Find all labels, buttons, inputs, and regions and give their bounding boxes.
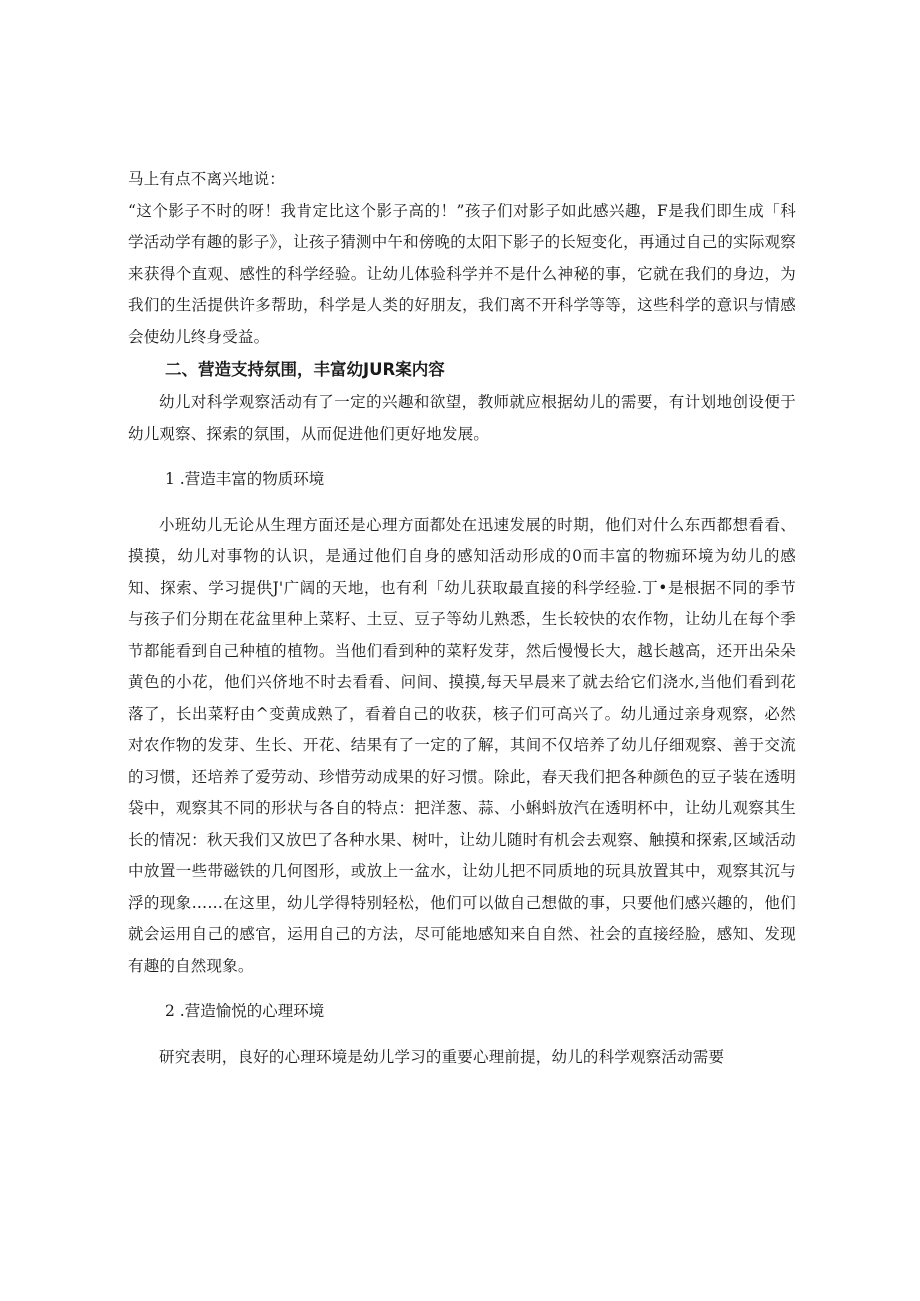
subsection-heading: 2 .营造愉悦的心理环境 — [165, 1002, 325, 1020]
document-body — [128, 164, 796, 1073]
paragraph: 小班幼儿无论从生理方面还是心理方面都处在迅速发展的时期，他们对什么东西都想看看、摸摸，幼儿对事物的认识，是通过他们自身的感知活动形成的0而丰富的物痂环境为幼儿的感知、探索、学习提供J'广阔的天地，也有利「幼儿获取最直接的科学经验.丁•是根据不同的季节与孩子们分期在花盆里种上菜籽、土豆、豆子等幼儿熟悉，生长较快的农作物，让幼儿在每个季节都能看到自己种植的植物。当他们看到种的菜籽发芽，然后慢慢长大，越长越高，还开出朵朵黄色的小花，他们兴侪地不时去看看、问间、摸摸,每天早晨来了就去给它们浇水,当他们看到花落了，长出菜籽由^变黄成熟了，看着自己的收获，核子们可高兴了。幼儿通过亲身观察，必然对农作物的发芽、生长、开花、结果有了一定的了解，其间不仅培养了幼儿仔细观察、善于交流的习惯，还培养了爱劳动、珍惜劳动成果的好习惯。除此，春天我们把各种颜色的豆子装在透明袋中，观察其不同的形状与各自的特点：把洋葱、蒜、小蝌蚪放汽在透明杯中，让幼儿观察其生长的情况：秋天我们又放巴了各种水果、树叶，让幼儿随时有机会去观察、触摸和探索,区域活动中放置一些带磁铁的几何图形，或放上一盆水，让幼儿把不同质地的玩具放置其中，观察其沉与浮的现象……在这里，幼儿学得特别轻松，他们可以做自己想做的事，只要他们感兴趣的，他们就会运用自己的感官，运用自己的方法，尽可能地感知来自自然、社会的直接经脸，感知、发现有趣的自然现象。 — [128, 515, 796, 975]
subsection-heading: 1 .营造丰富的物质环境 — [165, 470, 325, 488]
paragraph: “这个影子不时的呀！我肯定比这个影子高的！”孩子们对影子如此感兴趣，F是我们即生成「科学活动学有趣的影子》，让孩子猜测中午和傍晚的太阳下影子的长短变化，再通过自己的实际观察来获得个直观、感性的科学经验。让幼儿体验科学并不是什么神秘的事，它就在我们的身边，为我们的生活提供许多帮助，科学是人类的好朋友，我们离不开科学等等，这些科学的意识与情感会使幼儿终身受益。 — [128, 201, 796, 346]
paragraph: 研究表明，良好的心理环境是幼儿学习的重要心理前提，幼儿的科学观察活动需要 — [159, 1047, 725, 1066]
section-heading: 二、营造支持氛围，丰富幼JUR案内容 — [165, 360, 445, 379]
paragraph: 幼儿对科学观察活动有了一定的兴趣和欲望，教师就应根据幼儿的需要，有计划地创设便于幼儿观察、探索的氛围，从而促进他们更好地发展。 — [128, 393, 796, 443]
paragraph: 马上有点不离兴地说： — [128, 170, 286, 188]
